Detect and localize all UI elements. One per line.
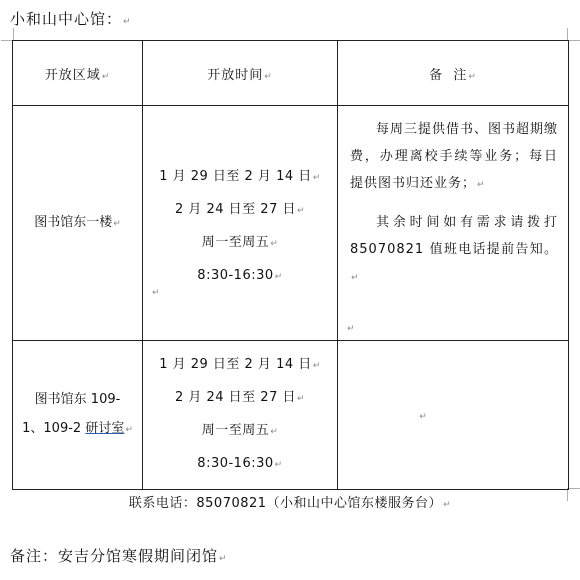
- paragraph-mark-icon: ↵: [351, 273, 360, 283]
- notes-cell-empty: [338, 341, 569, 490]
- table-row: [13, 341, 569, 490]
- time-line: [143, 415, 337, 448]
- area-line-2: [13, 414, 142, 445]
- time-line: [143, 448, 337, 481]
- opening-schedule-table: [12, 40, 569, 490]
- time-line: [143, 260, 337, 293]
- contact-text: 联系电话：85070821（小和山中心馆东楼服务台）: [128, 496, 443, 511]
- note-text-1: 每周三提供借书、图书超期缴费，办理离校手续等业务；每日提供图书归还业务；: [350, 122, 559, 191]
- area-cell: [13, 106, 143, 341]
- header-cell-area: [13, 41, 143, 106]
- paragraph-mark-icon: ↵: [152, 288, 160, 298]
- paragraph-mark-icon: ↵: [270, 427, 279, 437]
- hours-range: 8:30-16:30: [197, 456, 274, 471]
- section-heading: [10, 8, 132, 29]
- paragraph-mark-icon: ↵: [125, 425, 133, 435]
- contact-line: [0, 492, 580, 511]
- paragraph-mark-icon: ↵: [113, 218, 121, 229]
- notes-cell: [338, 106, 569, 341]
- header-cell-time: [143, 41, 338, 106]
- note-paragraph: [338, 209, 568, 292]
- remark-text: 备注：安吉分馆寒假期间闭馆: [10, 547, 219, 565]
- hours-range: 8:30-16:30: [197, 268, 274, 283]
- area-text-line2: 1、109-2: [22, 421, 86, 436]
- section-heading-text: 小和山中心馆：: [10, 10, 123, 28]
- paragraph-mark-icon: ↵: [477, 180, 486, 190]
- header-cell-notes: [338, 41, 569, 106]
- paragraph-mark-icon: ↵: [419, 411, 427, 422]
- paragraph-mark-icon: ↵: [101, 71, 111, 82]
- area-text: 图书馆东一楼: [34, 214, 113, 230]
- paragraph-mark-icon: ↵: [312, 173, 321, 183]
- closing-remark: [10, 545, 228, 566]
- time-line: [143, 349, 337, 382]
- paragraph-mark-icon: ↵: [264, 71, 273, 82]
- paragraph-mark-icon: ↵: [123, 17, 132, 27]
- paragraph-mark-icon: ↵: [312, 361, 321, 371]
- header-notes-text: 备 注: [429, 67, 468, 83]
- time-line: [143, 194, 337, 227]
- date-range-2: 2 月 24 日至 27 日: [174, 202, 296, 217]
- paragraph-mark-icon: ↵: [347, 324, 355, 334]
- time-cell: [143, 341, 338, 490]
- area-text-line1: 图书馆东 109-: [34, 392, 121, 407]
- time-line: [143, 227, 337, 260]
- table-row: [13, 106, 569, 341]
- paragraph-mark-icon: ↵: [296, 394, 306, 404]
- date-range-1: 1 月 29 日至 2 月 14 日: [159, 357, 312, 372]
- note-text-2: 其余时间如有需求请拨打 85070821 值班电话提前告知。: [350, 215, 558, 257]
- weekday-range: 周一至周五: [201, 423, 270, 438]
- table-header-row: [13, 41, 569, 106]
- paragraph-mark-icon: ↵: [443, 500, 452, 510]
- date-range-2: 2 月 24 日至 27 日: [174, 390, 296, 405]
- paragraph-mark-icon: ↵: [274, 460, 283, 470]
- date-range-1: 1 月 29 日至 2 月 14 日: [159, 169, 312, 184]
- time-cell: [143, 106, 338, 341]
- time-line: [143, 382, 337, 415]
- seminar-room-text: 研讨室: [85, 421, 125, 436]
- paragraph-mark-icon: ↵: [296, 206, 306, 216]
- paragraph-mark-icon: ↵: [219, 554, 228, 564]
- paragraph-mark-icon: ↵: [468, 71, 477, 82]
- time-line: [143, 161, 337, 194]
- area-cell: [13, 341, 143, 490]
- header-time-text: 开放时间: [207, 67, 264, 83]
- area-line-1: [13, 385, 142, 414]
- header-area-text: 开放区域: [44, 67, 101, 83]
- paragraph-mark-icon: ↵: [274, 272, 283, 282]
- weekday-range: 周一至周五: [201, 235, 270, 250]
- paragraph-mark-icon: ↵: [270, 239, 279, 249]
- note-paragraph: [338, 116, 568, 199]
